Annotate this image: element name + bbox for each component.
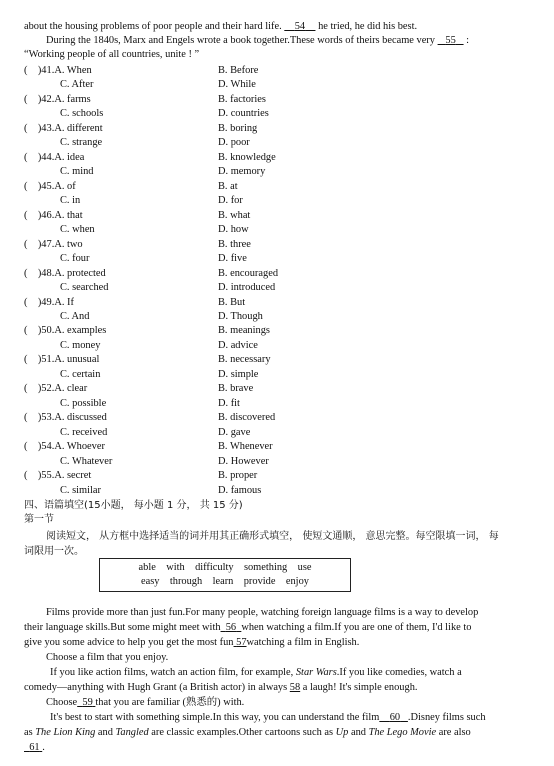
question-54-option-d: D. However xyxy=(218,455,269,467)
question-46-option-b: B. what xyxy=(218,209,251,221)
question-48-option-c: C. searched xyxy=(60,282,109,294)
answer-paren[interactable]: ( )54. xyxy=(24,441,55,453)
passage-p5-line-3: 61 . xyxy=(24,741,45,756)
question-41-option-c: C. After xyxy=(60,79,94,91)
question-49-option-c: C. And xyxy=(60,310,90,322)
answer-paren[interactable]: ( )55. xyxy=(24,470,55,482)
passage-p5-line-2: as The Lion King and Tangled are classic examples.Other cartoons such as Up and The Lego Movie are also xyxy=(24,727,471,738)
answer-paren[interactable]: ( )43. xyxy=(24,122,55,134)
question-50-row-1: ( )50.A. examples xyxy=(24,324,106,339)
question-55-row-1: ( )55.A. secret xyxy=(24,469,91,484)
answer-paren[interactable]: ( )52. xyxy=(24,383,55,395)
question-49-option-d: D. Though xyxy=(218,310,263,322)
question-42-option-b: B. factories xyxy=(218,93,266,105)
answer-paren[interactable]: ( )41. xyxy=(24,65,55,76)
question-41-option-b: B. Before xyxy=(218,65,259,76)
question-54-row-1: ( )54.A. Whoever xyxy=(24,440,105,455)
passage-p3-line-1: If you like action films, watch an action film, for example, Star Wars.If you like comedies, watch a xyxy=(50,667,462,678)
question-51-option-c: C. certain xyxy=(60,368,101,380)
passage-p4: Choose 59 that you are familiar (熟悉的) with. xyxy=(46,697,245,708)
question-44-option-b: B. knowledge xyxy=(218,151,276,163)
question-41-option-d: D. While xyxy=(218,79,256,91)
question-55-option-b: B. proper xyxy=(218,470,258,482)
question-45-option-d: D. for xyxy=(218,195,243,207)
question-54-option-b: B. Whenever xyxy=(218,441,273,453)
question-47-row-1: ( )47.A. two xyxy=(24,238,83,253)
question-46-option-c: C. when xyxy=(60,224,95,236)
question-45-option-c: C. in xyxy=(60,195,81,207)
word-box-row-1: able with difficulty something use xyxy=(138,562,312,573)
question-53-option-c: C. received xyxy=(60,426,108,438)
blank-57: 57 xyxy=(236,637,247,648)
answer-paren[interactable]: ( )51. xyxy=(24,354,55,366)
answer-paren[interactable]: ( )42. xyxy=(24,93,55,105)
question-46-option-d: D. how xyxy=(218,224,249,236)
answer-paren[interactable]: ( )44. xyxy=(24,151,55,163)
question-51-option-b: B. necessary xyxy=(218,354,271,366)
question-45-option-b: B. at xyxy=(218,180,238,192)
word-box-row-2: easy through learn provide enjoy xyxy=(141,576,309,587)
intro-line-2: During the 1840s, Marx and Engels wrote a book together.These words of theirs became very 55 : xyxy=(46,35,470,46)
question-51-option-d: D. simple xyxy=(218,368,259,380)
question-48-option-b: B. encouraged xyxy=(218,267,279,279)
passage-p1-line-1: Films provide more than just fun.For many people, watching foreign language films is a way to develop xyxy=(46,607,479,618)
question-44-row-1: ( )44.A. idea xyxy=(24,151,84,166)
blank-61: 61 xyxy=(29,742,40,753)
blank-56: 56 xyxy=(225,622,237,633)
title-lego-movie: The Lego Movie xyxy=(368,727,437,738)
passage-p5-line-1: It's best to start with something simple.In this way, you can understand the film 60 .Disney films such xyxy=(50,712,486,723)
question-47-option-d: D. five xyxy=(218,253,247,265)
question-54-option-c: C. Whatever xyxy=(60,455,113,467)
question-48-row-1: ( )48.A. protected xyxy=(24,267,106,282)
passage-p1-line-3: give you some advice to help you get the most fun 57watching a film in English. xyxy=(24,637,360,648)
intro-line-1: about the housing problems of poor people and their hard life. 54 he tried, he did his best. xyxy=(24,21,418,32)
question-53-option-d: D. gave xyxy=(218,426,251,438)
section-heading: 四、语篇填空(15小题， 每小题 1 分， 共 15 分) xyxy=(24,500,243,511)
question-43-option-b: B. boring xyxy=(218,122,258,134)
blank-60: 60 xyxy=(389,712,401,723)
blank-59: 59 xyxy=(82,697,93,708)
question-46-row-1: ( )46.A. that xyxy=(24,209,83,224)
question-53-option-b: B. discovered xyxy=(218,412,276,424)
blank-58: 58 xyxy=(289,682,301,693)
blank-55: 55 xyxy=(445,35,456,46)
question-50-option-b: B. meanings xyxy=(218,325,270,337)
question-43-row-1: ( )43.A. different xyxy=(24,122,103,137)
question-41-row-1: ( )41.A. When xyxy=(24,64,92,79)
answer-paren[interactable]: ( )46. xyxy=(24,209,55,221)
answer-paren[interactable]: ( )47. xyxy=(24,238,55,250)
question-50-option-c: C. money xyxy=(60,339,101,351)
title-up: Up xyxy=(335,727,349,738)
answer-paren[interactable]: ( )50. xyxy=(24,325,55,337)
question-43-option-d: D. poor xyxy=(218,137,250,149)
part-heading: 第一节 xyxy=(24,514,54,525)
question-42-option-c: C. schools xyxy=(60,108,104,120)
question-44-option-c: C. mind xyxy=(60,166,94,178)
question-52-option-c: C. possible xyxy=(60,397,107,409)
question-48-option-d: D. introduced xyxy=(218,282,276,294)
question-55-option-d: D. famous xyxy=(218,484,262,496)
answer-paren[interactable]: ( )48. xyxy=(24,267,55,279)
instructions-line-2: 词限用一次。 xyxy=(24,546,84,557)
title-lion-king: The Lion King xyxy=(35,727,96,738)
question-42-row-1: ( )42.A. farms xyxy=(24,93,91,108)
question-47-option-b: B. three xyxy=(218,238,251,250)
question-43-option-c: C. strange xyxy=(60,137,103,149)
question-44-option-d: D. memory xyxy=(218,166,266,178)
answer-paren[interactable]: ( )49. xyxy=(24,296,55,308)
question-47-option-c: C. four xyxy=(60,253,90,265)
question-49-option-b: B. But xyxy=(218,296,246,308)
question-52-row-1: ( )52.A. clear xyxy=(24,382,87,397)
passage-p3-line-2: comedy—anything with Hugh Grant (a British actor) in always 58 a laugh! It's simple enough. xyxy=(24,682,418,693)
question-55-option-c: C. similar xyxy=(60,484,101,496)
question-49-row-1: ( )49.A. If xyxy=(24,296,74,311)
question-53-row-1: ( )53.A. discussed xyxy=(24,411,107,426)
question-45-row-1: ( )45.A. of xyxy=(24,180,76,195)
instructions-line-1: 阅读短文， 从方框中选择适当的词并用其正确形式填空， 使短文通顺， 意思完整。每空限填一词， 每 xyxy=(46,531,499,542)
word-box xyxy=(99,558,351,592)
passage-p1-line-2: their language skills.But some might meet with 56 when watching a film.If you are one of them, I'd like to xyxy=(24,622,472,633)
question-52-option-b: B. brave xyxy=(218,383,254,395)
passage-p2: Choose a film that you enjoy. xyxy=(46,652,169,663)
question-50-option-d: D. advice xyxy=(218,339,258,351)
question-42-option-d: D. countries xyxy=(218,108,269,120)
intro-line-3: “Working people of all countries, unite ! ” xyxy=(24,49,200,60)
answer-paren[interactable]: ( )53. xyxy=(24,412,55,424)
question-51-row-1: ( )51.A. unusual xyxy=(24,353,99,368)
title-tangled: Tangled xyxy=(115,727,149,738)
question-52-option-d: D. fit xyxy=(218,397,240,409)
title-star-wars: Star Wars xyxy=(295,667,337,678)
blank-54: 54 xyxy=(294,21,306,32)
answer-paren[interactable]: ( )45. xyxy=(24,180,55,192)
